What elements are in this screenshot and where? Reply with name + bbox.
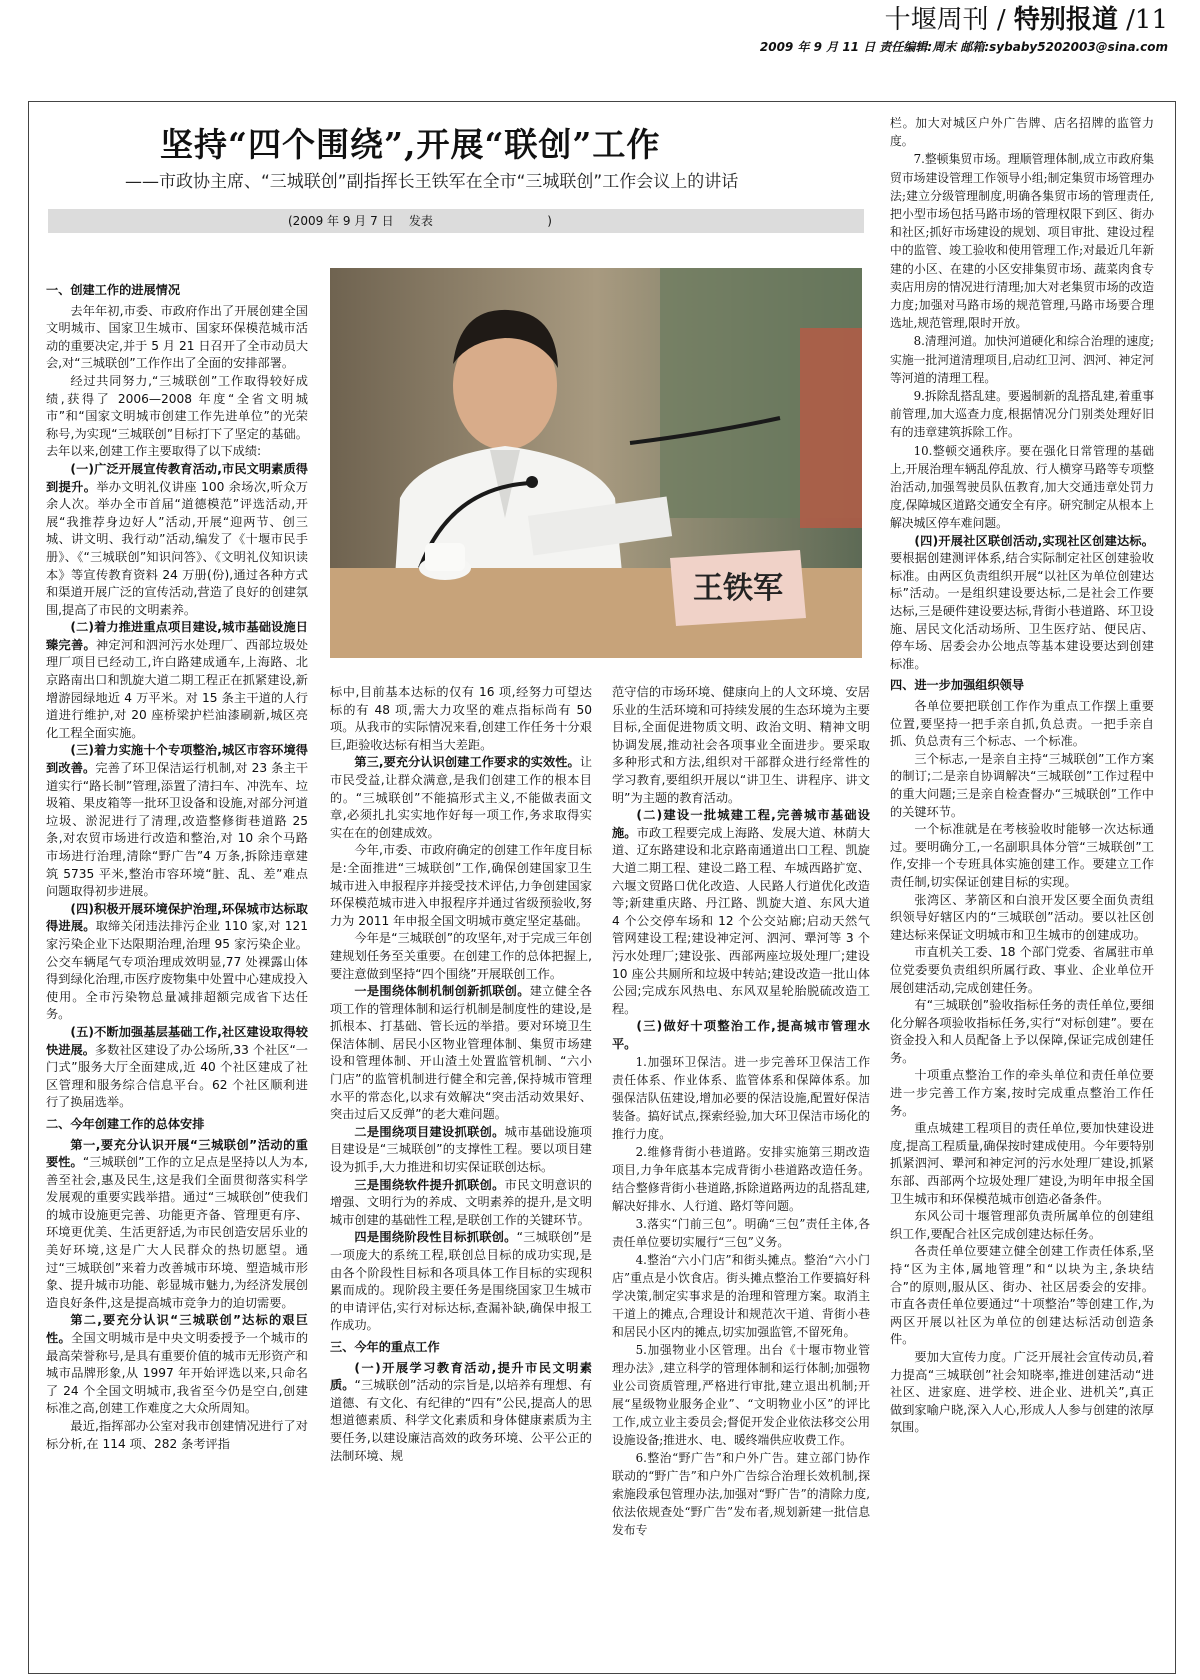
paragraph: 一个标准就是在考核验收时能够一次达标通过。要明确分工,一名副职具体分管“三城联创”工作,安排一个专班具体实施创建工作。要建立工作责任制,切实保证创建目标的实现。 [890,822,1154,889]
publish-date-bar: (2009 年 9 月 7 日 发表 ) [48,209,864,233]
paragraph: 十项重点整治工作的牵头单位和责任单位要进一步完善工作方案,按时完成重点整治工作任务。 [890,1068,1154,1118]
paragraph: 第一,要充分认识开展“三城联创”活动的重要性。“三城联创”工作的立足点是坚持以人为本,善至社会,惠及民生,这是我们全面贯彻落实科学发展观的重要实践举措。通过“三城联创”使我们的城市设施更完善、功能更齐备、管理更有序、环境更优美、生活更舒适,为市民创造安居乐业的美好环境,这是广大人民群众的热切愿望。通过“三城联创”来着力改善城市环境、塑造城市形象、提升城市功能、彰显城市魅力,为经济发展创造良好条件,这是提高城市竞争力的迫切需要。 [46,1137,308,1310]
paragraph: (一)广泛开展宣传教育活动,市民文明素质得到提升。举办文明礼仪讲座 100 余场次,听众万余人次。举办全市首届“道德模范”评选活动,开展“我推荐身边好人”活动,开展“迎两节、创三城、讲文明、我行动”活动,编发了《十堰市民手册》、《“三城联创”知识问答》、《文明礼仪知识读本》等宣传教育资料 24 万册(份),通过各种方式和渠道开展广泛的宣传活动,营造了良好的创建氛围,提高了市民的文明素养。 [46,461,308,617]
paragraph: 东风公司十堰管理部负责所属单位的创建组织工作,要配合社区完成创建达标任务。 [890,1209,1154,1241]
article-subhead: ——市政协主席、“三城联创”副指挥长王铁军在全市“三城联创”工作会议上的讲话 [125,172,739,192]
paragraph: (三)着力实施十个专项整治,城区市容环境得到改善。完善了环卫保洁运行机制,对 23 条主干道实行“路长制”管理,添置了清扫车、冲洗车、垃圾箱、果皮箱等一批环卫设备和设施,对部分河道垃圾、淤泥进行了清理,改造整修街巷道路 25 条,对农贸市场进行改造和整治,对 10 余个马路市场进行治理,清除“野广告”4 万条,拆除违章建筑 5735 平米,整治市容环境“脏、乱、差”难点问题取得初步进展。 [46,743,308,899]
paragraph: (四)开展社区联创活动,实现社区创建达标。要根据创建测评体系,结合实际制定社区创建验收标准。由两区负责组织开展“以社区为单位创建达标”活动。一是组织建设要达标,二是社会工作要达标,三是硬件建设要达标,背街小巷道路、环卫设施、居民文化活动场所、卫生医疗站、便民店、停车场、居委会办公地点等基本建设要达到创建标准。 [890,533,1154,671]
paragraph: 范守信的市场环境、健康向上的人文环境、安居乐业的生活环境和可持续发展的生态环境为主要目标,全面促进物质文明、政治文明、精神文明协调发展,推动社会各项事业全面进步。要采取多种形式和方法,组织对干部群众进行经常性的学习教育,要组织开展以“讲卫生、讲程序、讲文明”为主题的教育活动。 [612,685,870,805]
list-item: 8.清理河道。加快河道硬化和综合治理的速度;实施一批河道清理项目,启动红卫河、泗河、神定河等河道的清理工程。 [890,334,1154,385]
paragraph: 张湾区、茅箭区和白浪开发区要全面负责组织领导好辖区内的“三城联创”活动。要以社区创建达标来保证文明城市和卫生城市的创建成功。 [890,892,1154,942]
paragraph: 要加大宣传力度。广泛开展社会宣传动员,着力提高“三城联创”社会知晓率,推进创建活动“进社区、进家庭、进学校、进企业、进机关”,真正做到家喻户晓,深入人心,形成人人参与创建的浓厚氛围。 [890,1349,1154,1435]
paragraph: 各责任单位要建立健全创建工作责任体系,坚持“区为主体,属地管理”和“以块为主,条块结合”的原则,服从区、街办、社区居委会的安排。市直各责任单位要通过“十项整治”等创建工作,为两区开展以社区为单位的创建达标活动创造条件。 [890,1244,1154,1347]
article-headline: 坚持“四个围绕”,开展“联创”工作 [160,125,661,164]
article-column-2 [330,684,592,1670]
speaker-photo-graphic [330,268,862,658]
paragraph: (四)积极开展环境保护治理,环保城市达标取得进展。取缔关闭违法排污企业 110 家,对 121 家污染企业下达限期治理,治理 95 家污染企业。公交车辆尾气专项治理成效明显,77 处裸露山体得到绿化治理,市医疗废物集中处置中心建成投入使用。全市污染物总量减排超额完成省下达任务。 [46,901,308,1022]
paragraph: 重点城建工程项目的责任单位,要加快建设进度,提高工程质量,确保按时建成使用。今年要特别抓紧泗河、犟河和神定河的污水处理厂建设,抓紧东部、西部两个垃圾处理厂建设,为明年申报全国卫生城市和环保模范城市创造必备条件。 [890,1121,1154,1206]
masthead-dateline: 2009 年 9 月 11 日 责任编辑:周末 邮箱:sybaby5202003@sina.com [759,40,1168,54]
paragraph: 二是围绕项目建设抓联创。城市基础设施项目建设是“三城联创”的支撑性工程。要以项目建设为抓手,大力推进和切实保证联创达标。 [330,1124,592,1175]
list-item: 10.整顿交通秩序。要在强化日常管理的基础上,开展治理车辆乱停乱放、行人横穿马路等专项整治活动,加强驾驶员队伍教育,加大交通违章处罚力度,保障城区道路交通安全有序。研究制定从根本上解决城区停车难问题。 [890,443,1154,531]
paragraph: 有“三城联创”验收指标任务的责任单位,要细化分解各项验收指标任务,实行“对标创建”。要在资金投入和人员配备上予以保障,保证完成创建任务。 [890,998,1154,1065]
article-column-4 [890,114,1154,1670]
paragraph: 一是围绕体制机制创新抓联创。建立健全各项工作的管理体制和运行机制是制度性的建设,是抓根本、打基础、管长远的举措。要对环境卫生保洁体制、居民小区物业管理体制、集贸市场建设和管理体制、开山渣土处置监管机制、“六小门店”的监管机制进行健全和完善,保持城市管理水平的常态化,以求有效解决“突击活动效果好、突击过后又反弹”的老大难问题。 [330,984,592,1122]
paragraph: (五)不断加强基层基础工作,社区建设取得较快进展。多数社区建设了办公场所,33 个社区“一门式”服务大厅全面建成,近 40 个社区建成了社区管理和服务综合信息平台。62 个社区顺利进行了换届选举。 [46,1024,308,1110]
speaker-photo [330,268,862,658]
masthead [760,4,1168,56]
list-item: 栏。加大对城区户外广告牌、店名招牌的监管力度。 [890,116,1154,149]
list-item: 1.加强环卫保洁。进一步完善环卫保洁工作责任体系、作业体系、监管体系和保障体系。加强保洁队伍建设,增加必要的保洁设施,配置好保洁装备。搞好试点,探索经验,加大环卫保洁市场化的推行力度。 [612,1055,870,1142]
speaker-nameplate: 王铁军 [693,571,783,606]
section-heading: 二、今年创建工作的总体安排 [46,1116,205,1131]
paragraph: (三)做好十项整治工作,提高城市管理水平。 [612,1019,870,1051]
section-heading: 三、今年的重点工作 [330,1339,440,1354]
list-item: 4.整治“六小门店”和街头摊点。整治“六小门店”重点是小饮食店。街头摊点整治工作要搞好科学决策,制定实事求是的治理和管理方案。取消主干道上的摊点,合理设计和规范次干道、背街小巷和居民小区内的摊点,切实加强监管,不留死角。 [612,1253,870,1340]
paragraph: 经过共同努力,“三城联创”工作取得较好成绩,获得了 2006—2008 年度“全省文明城市”和“国家文明城市创建工作先进单位”的光荣称号,为实现“三城联创”目标打下了坚定的基础。去年以来,创建工作主要取得了以下成绩: [46,373,308,459]
page-number: /11 [1117,5,1168,35]
paragraph: 四是围绕阶段性目标抓联创。“三城联创”是一项庞大的系统工程,联创总目标的成功实现,是由各个阶段性目标和各项具体工作目标的实现积累而成的。现阶段主要任务是围绕国家卫生城市的申请评估,实行对标达标,查漏补缺,确保申报工作成功。 [330,1230,592,1333]
section-name: 特别报道 [1013,5,1118,35]
list-item: 7.整顿集贸市场。理顺管理体制,成立市政府集贸市场建设管理工作领导小组;制定集贸市场管理办法;建立分级管理制度,明确各集贸市场的管理责任,把小型市场包括马路市场的管理权限下到区、街办和社区;抓好市场建设的规划、项目审批、建设过程中的监管、竣工验收和使用管理工作;对最近几年新建的小区、在建的小区安排集贸市场、蔬菜肉食专卖店用房的情况进行清理;加大对老集贸市场的改造力度;加强对马路市场的规范管理,马路市场要合理选址,规范管理,限时开放。 [890,152,1154,331]
article-column-1 [46,278,308,1670]
paragraph: 去年年初,市委、市政府作出了开展创建全国文明城市、国家卫生城市、国家环保模范城市活动的重要决定,并于 5 月 21 日召开了全市动员大会,对“三城联创”工作作出了全面的安排部署。 [46,303,308,371]
paragraph: 各单位要把联创工作作为重点工作摆上重要位置,要坚持一把手亲自抓,负总责。一把手亲自抓、负总责有三个标志、一个标准。 [890,699,1154,749]
list-item: 5.加强物业小区管理。出台《十堰市物业管理办法》,建立科学的管理体制和运行体制;加强物业公司资质管理,严格进行审批,建立退出机制;开展“星级物业服务企业”、“文明物业小区”的评比工作,成立业主委员会;督促开发企业依法移交公用设施设备;推进水、电、暖终端供应收费工作。 [612,1343,870,1448]
paragraph: (二)建设一批城建工程,完善城市基础设施。市政工程要完成上海路、发展大道、林荫大道、辽东路建设和北京路南通道出口工程、凯旋大道二期工程、建设二路工程、车城西路扩宽、六堰文贸路口优化改造、人民路人行道优化改造等;新建重庆路、丹江路、凯旋大道、东风大道 4 个公交停车场和 12 个公交站廊;启动天然气管网建设工程;建设神定河、泗河、犟河等 3 个污水处理厂;建设张、西部两座垃圾处理厂;建设 10 座公共厕所和垃圾中转站;建设改造一批山体公园;完成东风热电、东风双星轮胎脱硫改造工程。 [612,808,870,1016]
paragraph: 市直机关工委、18 个部门党委、省属驻市单位党委要负责组织所属行政、事业、企业单位开展创建活动,完成创建任务。 [890,945,1154,995]
list-item: 2.维修背街小巷道路。安排实施第三期改造项目,力争年底基本完成背街小巷道路改造任务。结合整修背街小巷道路,拆除道路两边的乱搭乱建,解决好排水、人行道、路灯等问题。 [612,1145,870,1214]
list-item: 6.整治“野广告”和户外广告。建立部门协作联动的“野广告”和户外广告综合治理长效机制,探索施段承包管理办法,加强对“野广告”的清除力度,依法依规查处“野广告”发布者,规划新建一批信息发布专 [612,1451,870,1538]
paragraph: 最近,指挥部办公室对我市创建情况进行了对标分析,在 114 项、282 条考评指 [46,1419,308,1451]
paragraph: 三个标志,一是亲自主持“三城联创”工作方案的制订;二是亲自协调解决“三城联创”工作过程中的重大问题;三是亲自检查督办“三城联创”工作中的关键环节。 [890,751,1154,819]
masthead-title: 十堰周刊 / 特别报道 /11 [884,5,1168,35]
section-heading: 四、进一步加强组织领导 [890,678,1025,693]
paragraph: 三是围绕软件提升抓联创。市民文明意识的增强、文明行为的养成、文明素养的提升,是文明城市创建的基础性工程,是联创工作的关键环节。 [330,1177,592,1227]
paragraph: 第三,要充分认识创建工作要求的实效性。让市民受益,让群众满意,是我们创建工作的根本目的。“三城联创”不能搞形式主义,不能做表面文章,必须扎扎实实地作好每一项工作,务求取得实实在在的创建成效。 [330,755,592,840]
paragraph: (二)着力推进重点项目建设,城市基础设施日臻完善。神定河和泗河污水处理厂、西部垃圾处理厂项目已经动工,许白路建成通车,上海路、北京路南出口和凯旋大道二期工程正在抓紧建设,新增游园绿地近 4 万平米。对 15 条主干道的人行道进行维护,对 20 座桥梁护栏油漆刷新,城区亮化工程全面实施。 [46,620,308,740]
paragraph: 标中,目前基本达标的仅有 16 项,经努力可望达标的有 48 项,需大力攻坚的难点指标尚有 50 项。从我市的实际情况来看,创建工作任务十分艰巨,距验收达标有相当大差距。 [330,685,592,752]
paper-name: 十堰周刊 [884,5,989,35]
section-heading: 一、创建工作的进展情况 [46,283,181,297]
paragraph: (一)开展学习教育活动,提升市民文明素质。“三城联创”活动的宗旨是,以培养有理想、有道德、有文化、有纪律的“四有”公民,提高人的思想道德素质、科学文化素质和身体健康素质为主要任务,以建设廉洁高效的政务环境、公平公正的法制环境、规 [330,1360,592,1463]
list-item: 3.落实“门前三包”。明确“三包”责任主体,各责任单位要切实履行“三包”义务。 [612,1217,870,1250]
list-item: 9.拆除乱搭乱建。要遏制新的乱搭乱建,着重事前管理,加大巡查力度,根据情况分门别类处理好旧有的违章建筑拆除工作。 [890,389,1154,440]
paragraph: 今年是“三城联创”的攻坚年,对于完成三年创建规划任务至关重要。在创建工作的总体把握上,要注意做到坚持“四个围绕”开展联创工作。 [330,931,592,981]
paragraph: 今年,市委、市政府确定的创建工作年度目标是:全面推进“三城联创”工作,确保创建国家卫生城市进入申报程序并接受技术评估,力争创建国家环保模范城市进入申报程序并通过省级预验收,努力为 2011 年申报全国文明城市奠定坚定基础。 [330,843,592,928]
article-column-3 [612,684,870,1670]
paragraph: 第二,要充分认识“三城联创”达标的艰巨性。全国文明城市是中央文明委授予一个城市的最高荣誉称号,是具有重要价值的城市无形资产和城市品牌形象,从 1997 年开始评选以来,只命名了 24 个全国文明城市,我省至今仍是空白,创建标准之高,创建工作难度之大众所周知。 [46,1313,308,1416]
